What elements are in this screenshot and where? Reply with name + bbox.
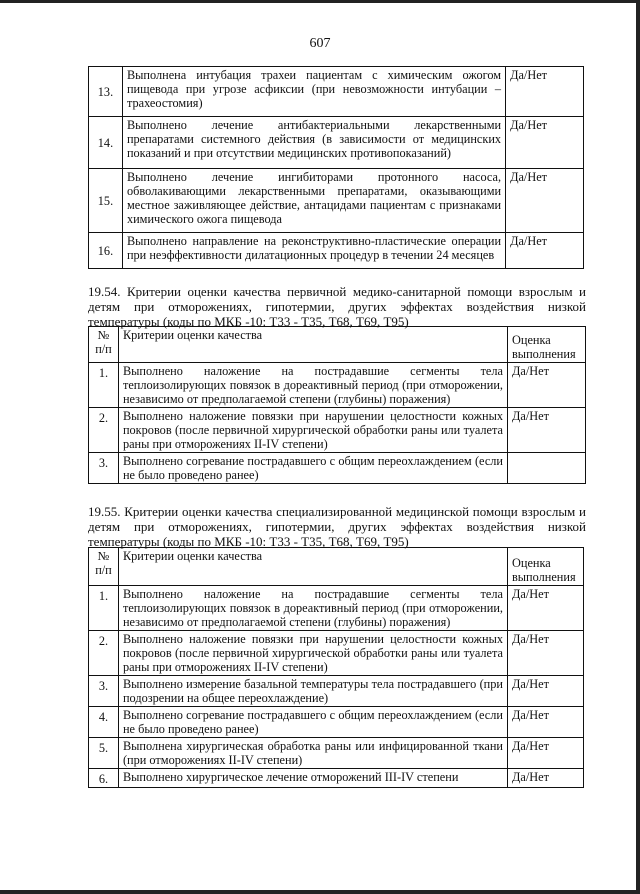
table-row: [89, 631, 584, 676]
table-row: [89, 707, 584, 738]
table-row: [89, 233, 584, 269]
criterion-text: Выполнено хирургическое лечение отморожений III-IV степени: [118, 769, 507, 788]
evaluation-value: Да/Нет: [507, 707, 583, 738]
header-result: Оценка выполнения: [507, 548, 583, 586]
evaluation-value: Да/Нет: [508, 408, 586, 453]
table-row: [89, 169, 584, 233]
table-row: [89, 363, 586, 408]
table-row: [89, 117, 584, 169]
evaluation-value: Да/Нет: [507, 631, 583, 676]
header-result: Оценка выполнения: [508, 327, 586, 363]
criterion-text: Выполнено наложение на пострадавшие сегменты тела теплоизолирующих повязок в дореактивный период (при отморожении, независимо от предполагаемой степени (глубины) поражения): [118, 586, 507, 631]
header-number: № п/п: [89, 327, 119, 363]
page-number: 607: [309, 36, 331, 51]
row-number: 16.: [89, 233, 123, 269]
row-number: 6.: [89, 769, 119, 788]
section-title-19-54: 19.54. Критерии оценки качества первичной медико-санитарной помощи взрослым и детям при отморожениях, гипотермии, других эффектах воздействия низкой температуры (коды по МКБ -10: Т33 - Т35, Т68, Т69, Т95): [88, 284, 586, 329]
criterion-text: Выполнено направление на реконструктивно-пластические операции при неэффективности дилатационных процедур в течении 24 месяцев: [122, 233, 505, 269]
criterion-text: Выполнено наложение на пострадавшие сегменты тела теплоизолирующих повязок в дореактивный период (при отморожении, независимо от предполагаемой степени (глубины) поражения): [118, 363, 507, 408]
evaluation-value: Да/Нет: [506, 117, 584, 169]
criterion-text: Выполнено наложение повязки при нарушении целостности кожных покровов (после первичной хирургической обработки раны или туалета раны при отморожениях II-IV степени): [118, 631, 507, 676]
evaluation-value: Да/Нет: [507, 769, 583, 788]
table-row: [89, 676, 584, 707]
evaluation-value: Да/Нет: [506, 67, 584, 117]
criterion-text: Выполнено наложение повязки при нарушении целостности кожных покровов (после первичной хирургической обработки раны или туалета раны при отморожениях II-IV степени): [118, 408, 507, 453]
evaluation-value: Да/Нет: [506, 169, 584, 233]
row-number: 1.: [89, 586, 119, 631]
table-header-row: [89, 548, 584, 586]
row-number: 14.: [89, 117, 123, 169]
evaluation-value: Да/Нет: [508, 363, 586, 408]
evaluation-value: Да/Нет: [506, 233, 584, 269]
evaluation-value: Да/Нет: [507, 676, 583, 707]
criterion-text: Выполнена хирургическая обработка раны или инфицированной ткани (при отморожениях II-IV степени): [118, 738, 507, 769]
criterion-text: Выполнено согревание пострадавшего с общим переохлаждением (если не было проведено ранее): [118, 453, 507, 484]
criteria-table-19-55: [88, 547, 584, 788]
row-number: 4.: [89, 707, 119, 738]
evaluation-value: Да/Нет: [507, 738, 583, 769]
scan-border-bottom: [0, 890, 640, 894]
table-row: [89, 67, 584, 117]
scan-border-right: [636, 0, 640, 894]
criterion-text: Выполнено лечение антибактериальными лекарственными препаратами системного действия (в зависимости от медицинских показаний и при отсутствии медицинских противопоказаний): [122, 117, 505, 169]
table-header-row: [89, 327, 586, 363]
criterion-text: Выполнено измерение базальной температуры тела пострадавшего (при подозрении на общее переохлаждение): [118, 676, 507, 707]
row-number: 3.: [89, 453, 119, 484]
criterion-text: Выполнено согревание пострадавшего с общим переохлаждением (если не было проведено ранее): [118, 707, 507, 738]
row-number: 5.: [89, 738, 119, 769]
header-criterion: Критерии оценки качества: [118, 548, 507, 586]
row-number: 2.: [89, 631, 119, 676]
table-row: [89, 408, 586, 453]
header-criterion: Критерии оценки качества: [118, 327, 507, 363]
header-number: № п/п: [89, 548, 119, 586]
scan-border-top: [0, 0, 640, 3]
criteria-table-19-54: [88, 326, 586, 484]
criterion-text: Выполнена интубация трахеи пациентам с химическим ожогом пищевода при угрозе асфиксии (при невозможности интубации – трахеостомия): [122, 67, 505, 117]
table-row: [89, 586, 584, 631]
row-number: 13.: [89, 67, 123, 117]
criterion-text: Выполнено лечение ингибиторами протонного насоса, обволакивающими лекарственными препаратами, оказывающими местное заживляющее действие, антацидами пациентам с признаками химического ожога пищевода: [122, 169, 505, 233]
row-number: 2.: [89, 408, 119, 453]
table-row: [89, 738, 584, 769]
table-row: [89, 769, 584, 788]
section-title-19-55: 19.55. Критерии оценки качества специализированной медицинской помощи взрослым и детям при отморожениях, гипотермии, других эффектах воздействия низкой температуры (коды по МКБ -10: Т33 - Т35, Т68, Т69, Т95): [88, 504, 586, 549]
table-row: [89, 453, 586, 484]
row-number: 3.: [89, 676, 119, 707]
row-number: 15.: [89, 169, 123, 233]
evaluation-value: [508, 453, 586, 484]
row-number: 1.: [89, 363, 119, 408]
criteria-table-continued: [88, 66, 584, 269]
evaluation-value: Да/Нет: [507, 586, 583, 631]
